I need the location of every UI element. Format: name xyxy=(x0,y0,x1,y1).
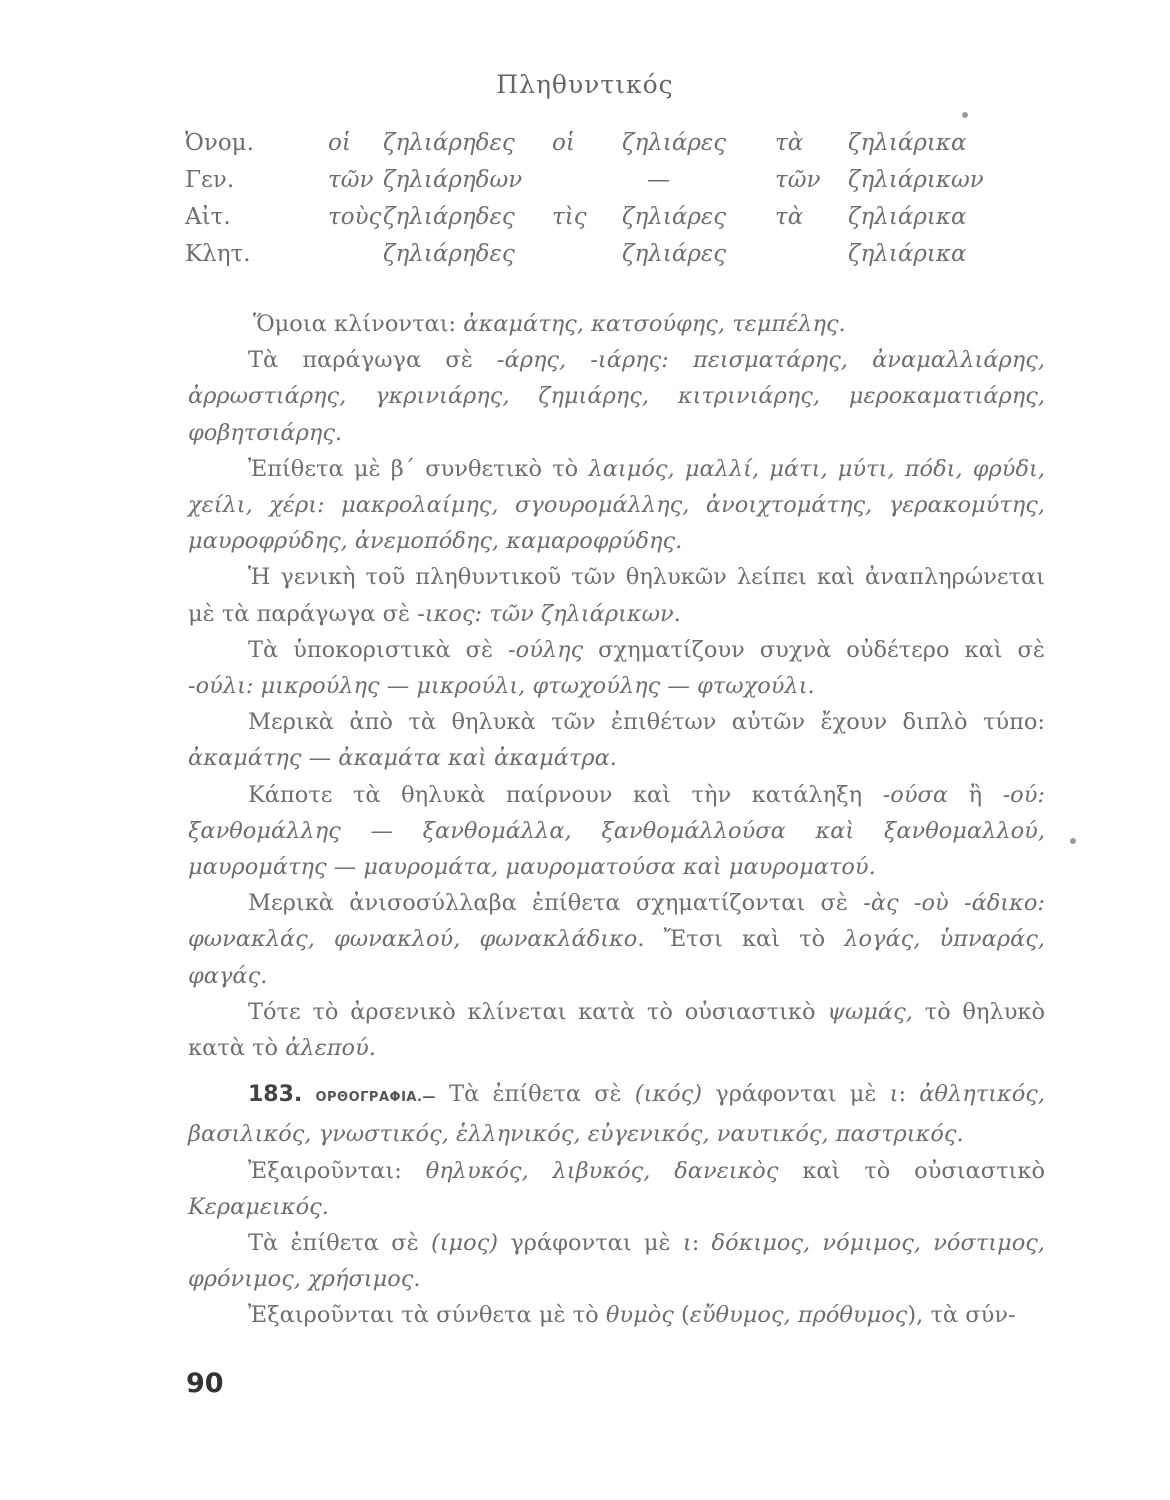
article-fem: τὶς xyxy=(552,204,587,230)
form-fem: — xyxy=(647,167,670,193)
article-neut: τὰ xyxy=(775,130,804,156)
form-fem: ζηλιάρες xyxy=(622,130,727,156)
case-label: Γεν. xyxy=(185,167,235,193)
article-masc: τῶν xyxy=(328,167,374,193)
form-neut: ζηλιάρικων xyxy=(848,167,984,193)
article-masc: οἱ xyxy=(328,130,351,156)
paragraph: Ὅμοια κλίνονται: ἀκαμάτης, κατσούφης, τεμπέλης. xyxy=(253,311,846,337)
table-row xyxy=(185,204,985,241)
paragraph: Τότε τὸ ἀρσενικὸ κλίνεται κατὰ τὸ οὐσιαστικὸ ψωμάς, τὸ θηλυκὸ κατὰ τὸ ἀλεπού. xyxy=(188,998,1045,1062)
paragraph: Ἐξαιροῦνται τὰ σύνθετα μὲ τὸ θυμὸς (εὔθυμος, πρόθυμος), τὰ σύν- xyxy=(248,1302,1016,1329)
form-fem: ζηλιάρες xyxy=(622,204,727,230)
paragraph: Τὰ παράγωγα σὲ -άρης, -ιάρης: πεισματάρης, ἀναμαλλιάρης, ἀρρωστιάρης, γκρινιάρης, ζημιάρης, κιτρινιάρης, μεροκαματιάρης, φοβητσιάρης. xyxy=(188,347,1045,446)
form-masc: ζηλιάρηδων xyxy=(383,167,523,193)
form-neut: ζηλιάρικα xyxy=(848,204,967,230)
speck xyxy=(1070,838,1076,844)
form-neut: ζηλιάρικα xyxy=(848,241,967,267)
paragraph: Κάποτε τὰ θηλυκὰ παίρνουν καὶ τὴν κατάληξη -ούσα ἢ -ού: ξανθομάλλης — ξανθομάλλα, ξανθομάλλούσα καὶ ξανθομαλλού, μαυρομάτης — μαυρομάτα, μαυροματούσα καὶ μαυροματού. xyxy=(188,781,1045,881)
section-number: 183. xyxy=(248,1082,303,1108)
page-heading: Πληθυντικός xyxy=(496,70,674,99)
paragraph: Ἐξαιροῦνται: θηλυκός, λιβυκός, δανεικὸς καὶ τὸ οὐσιαστικὸ Κεραμεικός. xyxy=(188,1157,1045,1220)
article-fem: οἱ xyxy=(552,130,575,156)
form-masc: ζηλιάρηδες xyxy=(383,204,515,230)
speck xyxy=(962,112,968,118)
section-heading: ΟΡΘΟΓΡΑΦΙΑ.— xyxy=(315,1090,436,1106)
article-neut: τῶν xyxy=(775,167,821,193)
body-text xyxy=(188,306,1045,1334)
table-row xyxy=(185,130,985,167)
paragraph: Μερικὰ ἀνισοσύλλαβα ἐπίθετα σχηματίζονται σὲ -ὰς -οὺ -άδικο: φωνακλάς, φωνακλού, φωνακλάδικο. Ἔτσι καὶ τὸ λογάς, ὑπναράς, φαγάς. xyxy=(188,890,1046,989)
page-number: 90 xyxy=(186,1368,224,1399)
form-masc: ζηλιάρηδες xyxy=(383,130,515,156)
article-neut: τὰ xyxy=(775,204,804,230)
form-fem: ζηλιάρες xyxy=(622,241,727,267)
section-183-paragraph: 183. ΟΡΘΟΓΡΑΦΙΑ.— Τὰ ἐπίθετα σὲ (ικός) γράφονται μὲ ι: ἀθλητικός, βασιλικός, γνωστικός, ἑλληνικός, εὐγενικός, ναυτικός, παστρικός. xyxy=(188,1081,1046,1148)
article-masc: τοὺς xyxy=(328,204,382,230)
case-label: Κλητ. xyxy=(185,241,251,267)
paragraph: Ἡ γενικὴ τοῦ πληθυντικοῦ τῶν θηλυκῶν λείπει καὶ ἀναπληρώνεται μὲ τὰ παράγωγα σὲ -ικος: τῶν ζηλιάρικων. xyxy=(188,564,1045,627)
paragraph: Μερικὰ ἀπὸ τὰ θηλυκὰ τῶν ἐπιθέτων αὐτῶν ἔχουν διπλὸ τύπο: ἀκαμάτης — ἀκαμάτα καὶ ἀκαμάτρα. xyxy=(188,709,1045,772)
paragraph: Τὰ ἐπίθετα σὲ (ιμος) γράφονται μὲ ι: δόκιμος, νόμιμος, νόστιμος, φρόνιμος, χρήσιμος. xyxy=(188,1230,1046,1293)
form-neut: ζηλιάρικα xyxy=(848,130,967,156)
paragraph: Τὰ ὑποκοριστικὰ σὲ -ούλης σχηματίζουν συχνὰ οὐδέτερο καὶ σὲ -ούλι: μικρούλης — μικρούλι, φτωχούλης — φτωχούλι. xyxy=(188,636,1045,700)
case-label: Ὀνομ. xyxy=(185,130,254,156)
case-label: Αἰτ. xyxy=(185,204,231,230)
table-row xyxy=(185,167,985,204)
form-masc: ζηλιάρηδες xyxy=(383,241,515,267)
paragraph: Ἐπίθετα μὲ β΄ συνθετικὸ τὸ λαιμός, μαλλί, μάτι, μύτι, πόδι, φρύδι, χείλι, χέρι: μακρολαίμης, σγουρομάλλης, ἀνοιχτομάτης, γερακομύτης, μαυροφρύδης, ἀνεμοπόδης, καμαροφρύδης. xyxy=(188,455,1045,555)
declension-table xyxy=(185,130,985,278)
table-row xyxy=(185,241,985,278)
